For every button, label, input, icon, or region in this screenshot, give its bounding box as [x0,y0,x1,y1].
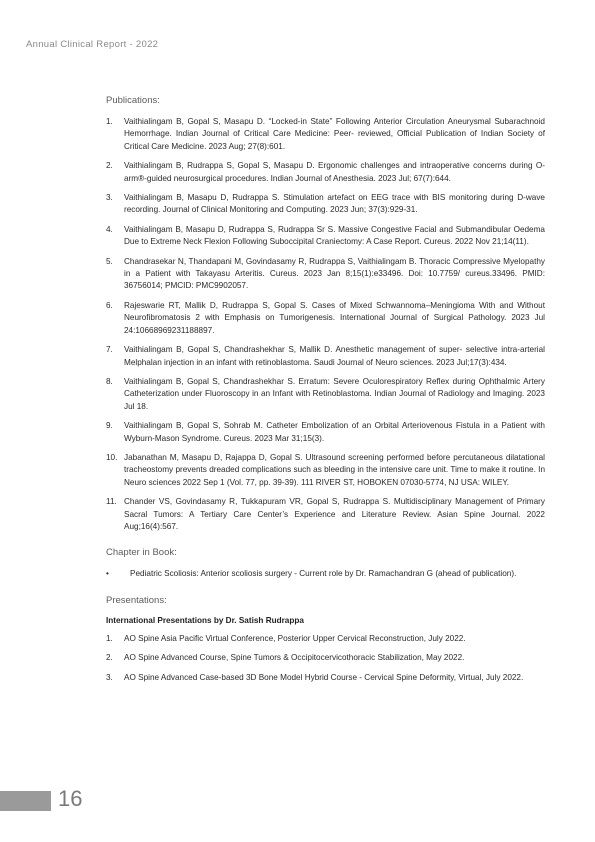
item-text: Vaithialingam B, Gopal S, Masapu D. “Locked-in State” Following Anterior Circulation Aneurysmal Subarachnoid Hemorrhage. Indian Journal of Critical Care Medicine: Peer- reviewed, Official Publication of Indian Society of Critical Care Medicine. 2023 Aug; 27(8):601. [124,117,545,151]
page-number: 16 [58,786,83,811]
item-number: 5. [106,256,113,266]
list-item [106,256,545,293]
bullet-icon: • [106,569,109,579]
chapter-in-book-heading: Chapter in Book: [106,547,177,559]
item-text: Jabanathan M, Masapu D, Rajappa D, Gopal S. Ultrasound screening performed before percutaneous dilatational tracheostomy prevents dreaded complications such as bleeding in the intensive care unit. Time to make it routine. In Neuro sciences 2022 Sep 1 (Vol. 77, pp. 39-39). 111 RIVER ST, HOBOKEN 07030-5774, NJ USA: WILEY. [124,452,545,487]
item-text: Vaithialingam B, Gopal S, Chandrashekhar S. Erratum: Severe Oculorespiratory Reflex during Ophthalmic Artery Catheterization under Fluoroscopy in an Infant with Retinoblastoma. Indian Journal of Radiology and Imaging. 2023 Jul 18. [124,376,545,411]
list-item [106,420,545,445]
item-number: 4. [106,224,113,234]
item-text: AO Spine Asia Pacific Virtual Conference, Posterior Upper Cervical Reconstruction, July 2022. [124,633,466,643]
item-number: 6. [106,300,113,310]
list-item [106,192,545,217]
presentations-subheading: International Presentations by Dr. Satish Rudrappa [106,615,304,625]
running-head: Annual Clinical Report - 2022 [26,39,159,50]
list-item [106,496,545,533]
list-item [106,344,545,369]
item-text: AO Spine Advanced Case-based 3D Bone Model Hybrid Course - Cervical Spine Deformity, Virtual, July 2022. [124,672,524,682]
list-item [106,300,545,337]
list-item [106,652,545,664]
item-text: Chander VS, Govindasamy R, Tukkapuram VR, Gopal S, Rudrappa S. Multidisciplinary Management of Primary Sacral Tumors: A Tertiary Care Center’s Experience and Literature Review. Asian Spine Journal. 2022 Aug;16(4):567. [124,497,545,531]
publications-heading: Publications: [106,95,160,106]
item-text: Rajeswarie RT, Mallik D, Rudrappa S, Gopal S. Cases of Mixed Schwannoma–Meningioma With and Without Neurofibromatosis 2 with Emphasis on Tumorigenesis. International Journal of Surgical Pathology. 2023 Jul 24:10668969231188897. [124,300,545,335]
presentations-heading: Presentations: [106,594,167,606]
item-number: 9. [106,421,113,431]
publications-list [106,116,545,533]
item-number: 11. [106,497,117,507]
list-item [106,633,545,645]
item-text: Vaithialingam B, Gopal S, Chandrashekhar S, Mallik D. Anesthetic management of super- selective intra-arterial Melphalan injection in an infant with retinoblastoma. Saudi Journal of Neuro sciences. 2023 Jul;17(3):434. [124,345,545,367]
item-number: 2. [106,161,113,171]
item-number: 3. [106,193,113,203]
page-content [106,95,545,691]
list-item [106,116,545,153]
item-number: 3. [106,672,113,682]
list-item [106,672,545,684]
item-number: 10. [106,452,118,462]
list-item [106,160,545,185]
presentations-list [106,633,545,684]
item-number: 1. [106,117,113,126]
list-item [106,376,545,413]
item-text: Chandrasekar N, Thandapani M, Govindasamy R, Rudrappa S, Vaithialingam B. Thoracic Compressive Myelopathy in a Patient with Takayasu Arteritis. Cureus. 2023 Jan 8;15(1):e33496. Doi: 10.7759/ cureus.33496. PMID: 36756014; PMCID: PMC9902057. [124,256,545,291]
item-number: 7. [106,345,113,355]
item-text: AO Spine Advanced Course, Spine Tumors & Occipitocervicothoracic Stabilization, May 2022. [124,653,465,663]
item-text: Pediatric Scoliosis: Anterior scoliosis surgery - Current role by Dr. Ramachandran G (ahead of publication). [130,569,517,579]
item-text: Vaithialingam B, Masapu D, Rudrappa S. Stimulation artefact on EEG trace with BIS monitoring during D-wave recording. Journal of Clinical Monitoring and Computing. 2023 Jun; 37(3):929-31. [124,193,545,215]
chapter-list [106,568,545,580]
item-number: 2. [106,653,113,663]
list-item [106,568,545,580]
list-item [106,452,545,489]
item-number: 1. [106,633,113,643]
footer-bar [0,791,51,811]
item-text: Vaithialingam B, Gopal S, Sohrab M. Catheter Embolization of an Orbital Arteriovenous Fistula in a Patient with Wyburn-Mason Syndrome. Cureus. 2023 Mar 31;15(3). [124,421,545,443]
item-text: Vaithialingam B, Masapu D, Rudrappa S, Rudrappa Sr S. Massive Congestive Facial and Submandibular Oedema Due to Extreme Neck Flexion Following Suboccipital Craniectomy: A Case Report. Cureus. 2022 Nov 21;14(11). [124,224,545,247]
item-number: 8. [106,376,113,386]
item-text: Vaithialingam B, Rudrappa S, Gopal S, Masapu D. Ergonomic challenges and intraoperative concerns during O-arm®-guided neurosurgical procedures. Indian Journal of Anesthesia. 2023 Jul; 67(7):644. [124,161,545,183]
list-item [106,224,545,249]
